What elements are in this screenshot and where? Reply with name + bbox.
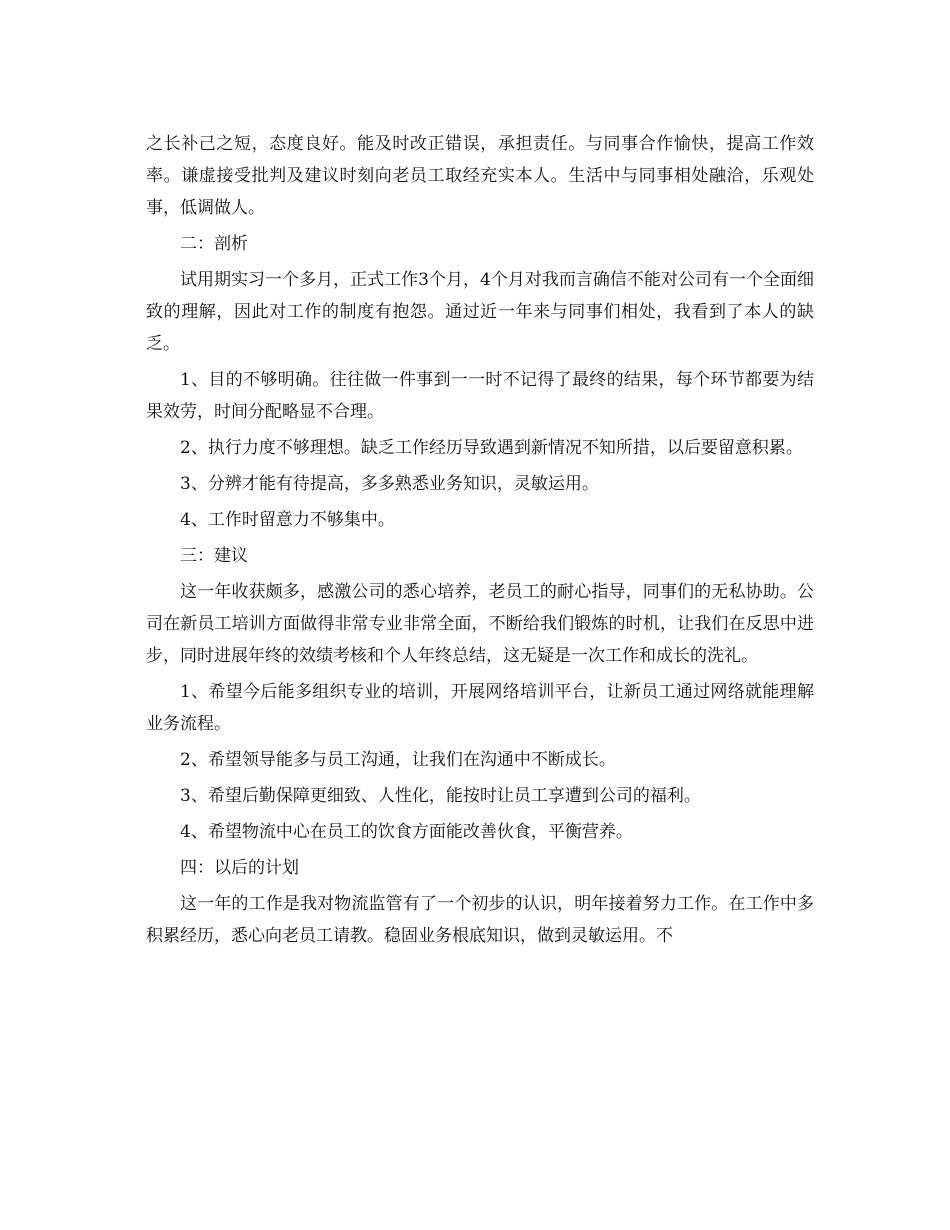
list-item-analysis-3: 3、分辨才能有待提高，多多熟悉业务知识，灵敏运用。 (180, 474, 599, 494)
paragraph-plan: 这一年的工作是我对物流监管有了一个初步的认识，明年接着努力工作。在工作中多积累经历，悉心向老员工请教。稳固业务根底知识，做到灵敏运用。不 (146, 894, 814, 946)
paragraph-analysis-intro: 试用期实习一个多月，正式工作3个月，4个月对我而言确信不能对公司有一个全面细致的理解，因此对工作的制度有抱怨。通过近一年来与同事们相处，我看到了本人的缺乏。 (146, 270, 814, 354)
list-item-analysis-1: 1、目的不够明确。往往做一件事到一一时不记得了最终的结果，每个环节都要为结果效劳，时间分配略显不合理。 (146, 370, 814, 422)
list-item-suggestion-2: 2、希望领导能多与员工沟通，让我们在沟通中不断成长。 (180, 750, 616, 770)
list-item-analysis-4: 4、工作时留意力不够集中。 (180, 510, 395, 530)
document-body (146, 128, 814, 956)
section-heading-plan: 四：以后的计划 (180, 858, 299, 878)
section-heading-analysis: 二：剖析 (180, 234, 248, 254)
section-heading-suggestions: 三：建议 (180, 546, 248, 566)
list-item-analysis-2: 2、执行力度不够理想。缺乏工作经历导致遇到新情况不知所措，以后要留意积累。 (180, 438, 803, 458)
list-item-suggestion-3: 3、希望后勤保障更细致、人性化，能按时让员工享遭到公司的福利。 (180, 786, 701, 806)
paragraph-1: 之长补己之短，态度良好。能及时改正错误，承担责任。与同事合作愉快，提高工作效率。谦虚接受批判及建议时刻向老员工取经充实本人。生活中与同事相处融洽，乐观处事，低调做人。 (146, 134, 814, 218)
paragraph-suggestions-intro: 这一年收获颇多，感激公司的悉心培养，老员工的耐心指导，同事们的无私协助。公司在新员工培训方面做得非常专业非常全面，不断给我们锻炼的时机，让我们在反思中进步，同时进展年终的效绩考核和个人年终总结，这无疑是一次工作和成长的洗礼。 (146, 582, 814, 666)
list-item-suggestion-4: 4、希望物流中心在员工的饮食方面能改善伙食，平衡营养。 (180, 822, 633, 842)
list-item-suggestion-1: 1、希望今后能多组织专业的培训，开展网络培训平台，让新员工通过网络就能理解业务流程。 (146, 682, 814, 734)
